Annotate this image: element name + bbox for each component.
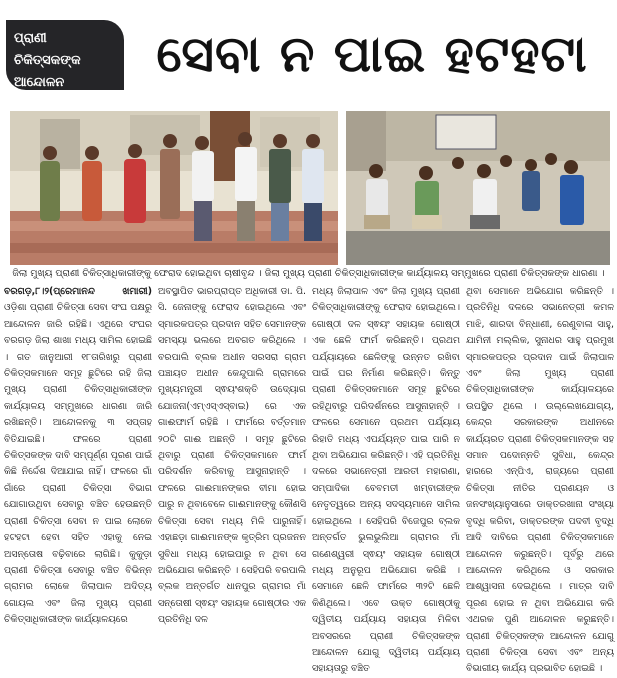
headline: ସେବା ନ ପାଇ ହଟହଟା bbox=[156, 25, 588, 83]
article-column-1 bbox=[4, 284, 152, 626]
article-column-3: ମଧ୍ୟ ଜିଲାପାଳ ଏବଂ ଜିଲା ମୁଖ୍ୟ ପ୍ରାଣୀ ଚିକିତ୍ସାଧିକାରୀଙ୍କୁ ଫେରାଦ ହୋଇଥିଲେ। ଗୋଷ୍ଠୀ ଦଳ ସ୍ଵୟଂ ସହାୟକ ଗୋଷ୍ଠୀ ଏକ ଛେଳି ଫାର୍ମ କରିଛନ୍ତି। ପ୍ରଥମ ପର୍ଯ୍ୟାୟରେ ଛେଳିଙ୍କୁ ଉନ୍ନତ ରଖିବା ପାଇଁ ଘର ନିର୍ମାଣ କରିଛନ୍ତି। କିନ୍ତୁ ପ୍ରାଣୀ ଚିକିତ୍ସକମାନେ ସମୂହ ଛୁଟିରେ ରହିଥିବାରୁ ପରିଦର୍ଶନରେ ଆସୁନାହାନ୍ତି । ଫଳରେ ସେମାନେ ପ୍ରଥମ ପର୍ଯ୍ୟାୟ ରିହାତି ମଧ୍ୟ ଏପର୍ଯ୍ୟନ୍ତ ପାଇ ପାରି ନ ଥିବା ଅଭିଯୋଗ କରିଛନ୍ତି। ଏହି ପ୍ରତିନିଧି ଦଳରେ ସଭାନେତ୍ରୀ ଆରତୀ ମହାରଣା, ସମ୍ପାଦିକା ବେବମତୀ ଖମ୍ବାରୀଙ୍କ ନେତୃତ୍ୱରେ ଅନ୍ୟ ସଦସ୍ୟମାନେ ସାମିଲ ହୋଇଥିଲେ । ସେହିପରି ବିଜେପୁର ବ୍ଲକ ଅନ୍ତର୍ଗତ ଭୁଲଭୁଲିଆ ଗ୍ରାମର ମାଁ ଗଣେଶ୍ୱରୀ ସ୍ଵୟଂ ସହାୟକ ଗୋଷ୍ଠୀ ମଧ୍ୟ ଅନୁରୂପ ଅଭିଯୋଗ କରିଛି । ସେମାନେ ଛେଳି ଫାର୍ମରେ ୩୨ଟି ଛେଳି କିଣିଥିଲେ। ଏବେ ଉକ୍ତ ଗୋଷ୍ଠୀକୁ ଦ୍ୱିତୀୟ ପର୍ଯ୍ୟାୟ ସହାୟତା ମିଳିବା ଅବସରରେ ପ୍ରାଣୀ ଚିକିତ୍ସକଙ୍କ ଆନ୍ଦୋଳନ ଯୋଗୁ ଦ୍ୱିତୀୟ ପର୍ଯ୍ୟାୟ ସହାୟତାରୁ ବଞ୍ଚିତ bbox=[312, 286, 460, 675]
photo-dharna bbox=[346, 111, 610, 265]
kicker-line-1: ପ୍ରାଣୀ ଚିକିତ୍ସକଙ୍କ bbox=[14, 31, 81, 68]
article-body bbox=[4, 284, 614, 675]
photo-caption: ଜିଲା ମୁଖ୍ୟ ପ୍ରାଣୀ ଚିକିତ୍ସାଧିକାରୀଙ୍କୁ ଫେରାଦ ହୋଇଥିବା ଚାଷୀବୃନ୍ଦ । ଜିଲା ମୁଖ୍ୟ ପ୍ରାଣୀ ଚିକିତ୍ସାଧିକାରୀଙ୍କ କାର୍ଯ୍ୟାଳୟ ସମ୍ମୁଖରେ ପ୍ରାଣୀ ଚିକିତ୍ସକଙ୍କ ଧାରଣା । bbox=[12, 268, 605, 279]
column-1-text: ଓଡ଼ିଶା ପ୍ରାଣୀ ଚିକିତ୍ସା ସେବା ସଂଘ ପକ୍ଷରୁ ଆନ୍ଦୋଳନ ଜାରି ରହିଛି। ଏଥିରେ ସଂଘର ବରଗଡ଼ ଜିଲା ଶାଖା ମଧ୍ୟ ସାମିଲ ହୋଇଛି । ଗତ ଜାନୁଆରୀ ୧୮ତାରିଖରୁ ପ୍ରାଣୀ ଚିକିତ୍ସକମାନେ ସମୂହ ଛୁଟିରେ ରହି ଜିଲା ମୁଖ୍ୟ ପ୍ରାଣୀ ଚିକିତ୍ସାଧିକାରୀଙ୍କ କାର୍ଯ୍ୟାଳୟ ସମ୍ମୁଖରେ ଧାରଣା ଜାରି ରଖିଛନ୍ତି। ଆନ୍ଦୋଳନକୁ ୩ ସପ୍ତାହ ବିତିଯାଇଛି। ଫଳରେ ପ୍ରାଣୀ ଚିକିତ୍ସକଙ୍କ ଦାବି ସମ୍ପୂର୍ଣ୍ଣ ପୂରଣ ପାଇଁ କିଛି ନିର୍ଦ୍ଦେଶ ଦିଆଯାଇ ନାହିଁ। ଫଳରେ ଗାଁ ଗାଁରେ ପ୍ରାଣୀ ଚିକିତ୍ସା ବିଭାଗ ଯୋଗାଉଥିବା ସେବାରୁ ବଞ୍ଚିତ ହେଉଛନ୍ତି ପ୍ରାଣୀ ଚିକିତ୍ସା ସେବା ନ ପାଇ ଲୋକେ ହଟହଟା ହେବା ସହିତ ଏହାକୁ ନେଇ ଅସନ୍ତୋଷ ବଢ଼ିବାରେ ଲାଗିଛି। କୁକୁଡ଼ା ପ୍ରାଣୀ ଚିକିତ୍ସା ସେବାରୁ ବଞ୍ଚିତ ବିଭିନ୍ନ ଗ୍ରାମର ଲୋକେ ଜିଲାପାଳ ଅଦିତ୍ୟ ଗୋୟଲ ଏବଂ ଜିଲା ମୁଖ୍ୟ ପ୍ରାଣୀ ଚିକିତ୍ସାଧିକାରୀଙ୍କ କାର୍ଯ୍ୟାଳୟରେ bbox=[4, 302, 152, 626]
section-kicker bbox=[6, 20, 124, 90]
article-column-4: ଥିବା ସେମାନେ ଅଭିଯୋଗ କରିଛନ୍ତି । ପ୍ରତିନିଧି ଦଳରେ ସଭାନେତ୍ରୀ କମଳ ମାଝି, ଶାରଦା ବିନ୍ଧାଣୀ, ରେଣୁବାଳା ସାହୁ, ଯାମିନୀ ମଲ୍ଲିକ, ସୁନାଧର ସାହୁ ପ୍ରମୁଖ ସ୍ମାରକପତ୍ର ପ୍ରଦାନ ପାଇଁ ଜିଲାପାଳ ଏବଂ ଜିଲା ମୁଖ୍ୟ ପ୍ରାଣୀ ଚିକିତ୍ସାଧିକାରୀଙ୍କ କାର୍ଯ୍ୟାଳୟରେ ଉପସ୍ଥିତ ଥିଲେ । ଉଲ୍ଲେଖଯୋଗ୍ୟ, କେନ୍ଦ୍ର ସରକାରଙ୍କ ଅଧୀନରେ କାର୍ଯ୍ୟରତ ପ୍ରାଣୀ ଚିକିତ୍ସକମାନଙ୍କ ସହ ସମାନ ପଦୋନ୍ନତି ସୁବିଧା, କେନ୍ଦ୍ର ହାରରେ ଏନ୍‌ପିଏ, ରାଜ୍ୟରେ ପ୍ରାଣୀ ଚିକିତ୍ସା ନୀତିର ପ୍ରଣୟନ ଓ ଜନସଂଖ୍ୟାନୁସାରେ ଡାକ୍ତରଖାନା ସଂଖ୍ୟା ବୃଦ୍ଧି କରିବା, ଡାକ୍ତରଙ୍କ ପଦବୀ ବୃଦ୍ଧି ଆଦି ଦାବିରେ ପ୍ରାଣୀ ଚିକିତ୍ସକମାନେ ଆନ୍ଦୋଳନ କରୁଛନ୍ତି। ପୂର୍ବରୁ ଥରେ ଆନ୍ଦୋଳନ କରିଥିଲେ ଓ ସରକାର ଆଶ୍ୱାସନା ଦେଇଥିଲେ । ମାତ୍ର ଦାବି ପୂରଣ ହୋଇ ନ ଥିବା ଅଭିଯୋଗ କରି ଏଥରକ ପୁଣି ଆନ୍ଦୋଳନ କରୁଛନ୍ତି। ପ୍ରାଣୀ ଚିକିତ୍ସକଙ୍କ ଆନ୍ଦୋଳନ ଯୋଗୁ ପ୍ରାଣୀ ଚିକିତ୍ସା ସେବା ଏବଂ ଅନ୍ୟ ବିଭାଗୀୟ କାର୍ଯ୍ୟ ପ୍ରଭାବିତ ହୋଇଛି । bbox=[466, 286, 614, 675]
article-column-2: ଅବସ୍ଥାପିତ ଭାରପ୍ରାପ୍ତ ଅଧିକାରୀ ଡା. ପି. ସି. ଜେନାଙ୍କୁ ଫେରାଦ ହୋଇଥିଲେ ଏବଂ ସ୍ମାରକପତ୍ର ପ୍ରଦାନ ସହିତ ସେମାନଙ୍କ ସମସ୍ୟା ଭଲରେ ଅବଗତ କରିଥିଲେ । ବରପାଲି ବ୍ଲକ ଅଧୀନ ସରସରା ଗ୍ରାମ ପଞ୍ଚାୟତ ଅଧୀନ କେନ୍ଦୁପାଲି ଗ୍ରାମରେ ମୁଖ୍ୟମନ୍ତ୍ରୀ ସ୍ଵୟଂଶକ୍ତି ଉଦ୍ୟୋଗ ଯୋଜନା(ଏମ୍ଏସ୍‌ଏସ୍‌ବାଇ) ରେ ଏକ ଗାଈଫାର୍ମ ରହିଛି । ଫାର୍ମରେ ବର୍ତ୍ତମାନ ୨୦ଟି ଗାଈ ଅଛନ୍ତି । ସମୂହ ଛୁଟିରେ ଥିବାରୁ ପ୍ରାଣୀ ଚିକିତ୍ସକମାନେ ଫାର୍ମ ପରିଦର୍ଶନ କରିବାକୁ ଆସୁନାହାନ୍ତି । ଫଳରେ ଗାଈମାନଙ୍କର ବୀମା ହୋଇ ପାରୁ ନ ଥିବାବେଳେ ଗାଈମାନଙ୍କୁ କୌଣସି ଚିକିତ୍ସା ସେବା ମଧ୍ୟ ମିଳି ପାରୁନାହିଁ। ଏହାଛଡ଼ା ଗାଈମାନଙ୍କ କୃତ୍ରିମ ପ୍ରଜନନ ସୁବିଧା ମଧ୍ୟ ହୋଇପାରୁ ନ ଥିବା ସେ ଅଭିଯୋଗ କରିଛନ୍ତି । ସେହିପରି ବରପାଲି ବ୍ଲକ ଅନ୍ତର୍ଗତ ଧାନପୁର ଗ୍ରାମର ମାଁ ସନ୍ତୋଷୀ ସ୍ଵୟଂ ସହାୟକ ଗୋଷ୍ଠୀର ଏକ ପ୍ରତିନିଧି ଦଳ bbox=[158, 286, 306, 626]
kicker-line-2: ଆନ୍ଦୋଳନ bbox=[14, 75, 65, 90]
photo-farmers bbox=[10, 111, 338, 265]
byline: ବରଗଡ଼,୮।୨(ପ୍ରେମାନନ୍ଦ ଖମାରୀ) bbox=[4, 286, 152, 297]
